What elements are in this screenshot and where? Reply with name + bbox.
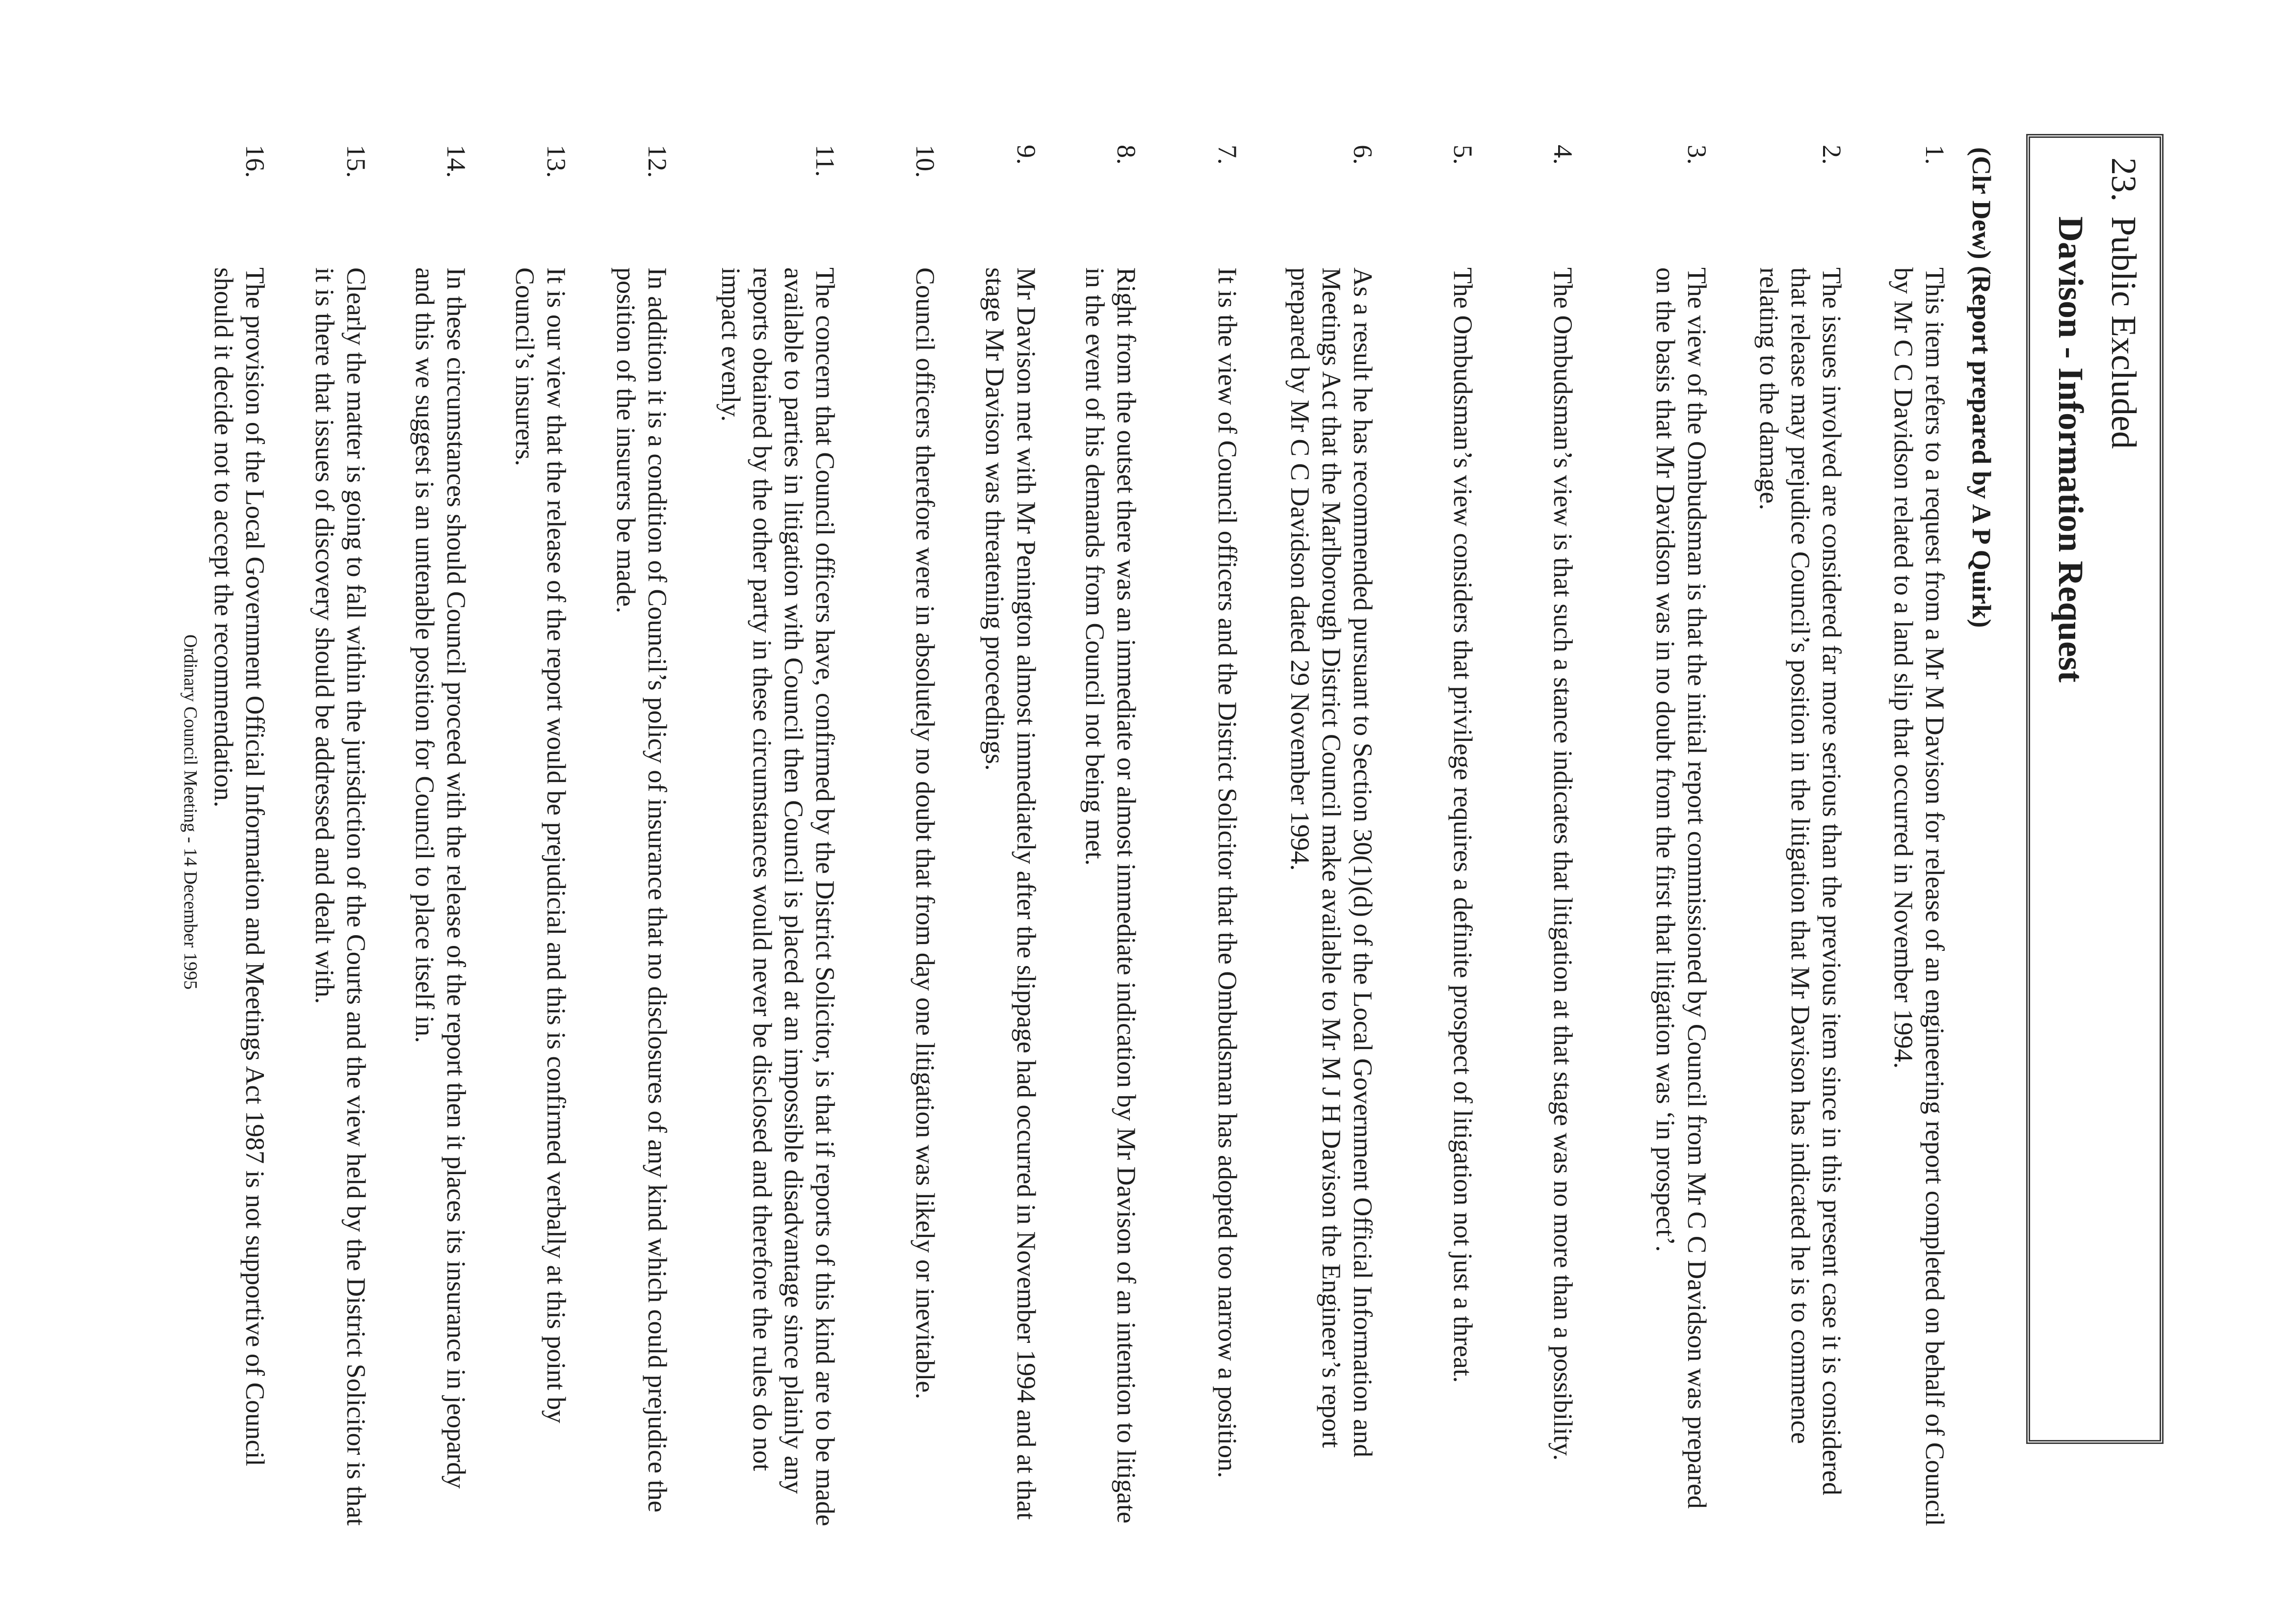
item-number: 23.	[2104, 157, 2143, 202]
page-footer: Ordinary Council Meeting - 14 December 1995	[180, 634, 201, 990]
paragraph-number: 5.	[1448, 145, 1478, 165]
paragraph-text: As a result he has recommended pursuant to Section 30(1)(d) of the Local Government Official Information and Meetings Act that the Marlborough District Council make available to Mr M J H Davison the Engineer’s report prepared by Mr C C Davidson dated 29 November 1994.	[1285, 267, 1378, 1458]
paragraph-text: It is the view of Council officers and the District Solicitor that the Ombudsman has adopted too narrow a position.	[1213, 267, 1242, 1478]
prepared-by: (Clr Dew) (Report prepared by A P Quirk)	[1967, 147, 1996, 628]
paragraph-number: 15.	[341, 145, 371, 178]
paragraph-text: In addition it is a condition of Council’s policy of insurance that no disclosures of any kind which could prejudice the position of the insurers be made.	[611, 267, 672, 1513]
paragraph-number: 6.	[1348, 145, 1378, 165]
paragraph-number: 14.	[442, 145, 471, 178]
paragraph-number: 10.	[911, 145, 940, 178]
paragraph-text: The Ombudsman’s view considers that privilege requires a definite prospect of litigation not just a threat.	[1448, 267, 1478, 1383]
paragraph-text: The concern that Council officers have, confirmed by the District Solicitor, is that if reports of this kind are to be made available to parties in litigation with Council then Council is placed at an impossible disadvantage since plainly any reports obtained by the other party in these circumstances would never be disclosed and therefore the rules do not impact evenly.	[716, 267, 840, 1526]
paragraph-number: 16.	[240, 145, 270, 178]
paragraph-text: It is our view that the release of the report would be prejudicial and this is confirmed verbally at this point by Council’s insurers.	[510, 267, 571, 1423]
paragraph-number: 2.	[1817, 145, 1847, 165]
paragraph-number: 9.	[1012, 145, 1041, 165]
paragraph-text: The view of the Ombudsman is that the initial report commissioned by Council from Mr C C Davidson was prepared on the basis that Mr Davidson was in no doubt from the first that litigation was ‘in prospect’.	[1651, 267, 1712, 1509]
title-status: Public Excluded	[2104, 216, 2143, 449]
paragraph-number: 11.	[810, 145, 840, 177]
paragraph-number: 4.	[1548, 145, 1578, 165]
paragraph-number: 3.	[1682, 145, 1712, 165]
paragraph-number: 13.	[542, 145, 571, 178]
paragraph-number: 8.	[1112, 145, 1141, 165]
paragraph-text: Council officers therefore were in absolutely no doubt that from day one litigation was likely or inevitable.	[911, 267, 940, 1399]
paragraph-number: 1.	[1920, 145, 1950, 165]
title-box	[2026, 134, 2164, 1444]
paragraph-text: In these circumstances should Council proceed with the release of the report then it places its insurance in jeopardy and this we suggest is an untenable position for Council to place itself in.	[410, 267, 471, 1489]
paragraph-text: The Ombudsman’s view is that such a stance indicates that litigation at that stage was no more than a possibility.	[1548, 267, 1578, 1461]
paragraph-text: Clearly the matter is going to fall within the jurisdiction of the Courts and the view held by the District Solicitor is that it is there that issues of discovery should be addressed and dealt with.	[310, 267, 371, 1526]
page-title: Davison - Information Request	[2051, 216, 2090, 683]
paragraph-text: The issues involved are considered far more serious than the previous item since in this present case it is considered that release may prejudice Council’s position in the litigation that Mr Davison has indicated he is to commence relating to the damage.	[1754, 267, 1847, 1495]
paragraph-number: 7.	[1213, 145, 1242, 165]
paragraph-number: 12.	[643, 145, 672, 178]
paragraph-text: Right from the outset there was an immediate or almost immediate indication by Mr Davison of an intention to litigate in the event of his demands from Council not being met.	[1080, 267, 1141, 1523]
paragraph-text: Mr Davison met with Mr Penington almost immediately after the slippage had occurred in November 1994 and at that stage Mr Davison was threatening proceedings.	[980, 267, 1041, 1520]
paragraph-text: This item refers to a request from a Mr M Davison for release of an engineering report completed on behalf of Council by Mr C C Davidson related to a land slip that occurred in November 1994.	[1889, 267, 1950, 1526]
paragraph-text: The provision of the Local Government Official Information and Meetings Act 1987 is not supportive of Council should it decide not to accept the recommendation.	[209, 267, 270, 1467]
